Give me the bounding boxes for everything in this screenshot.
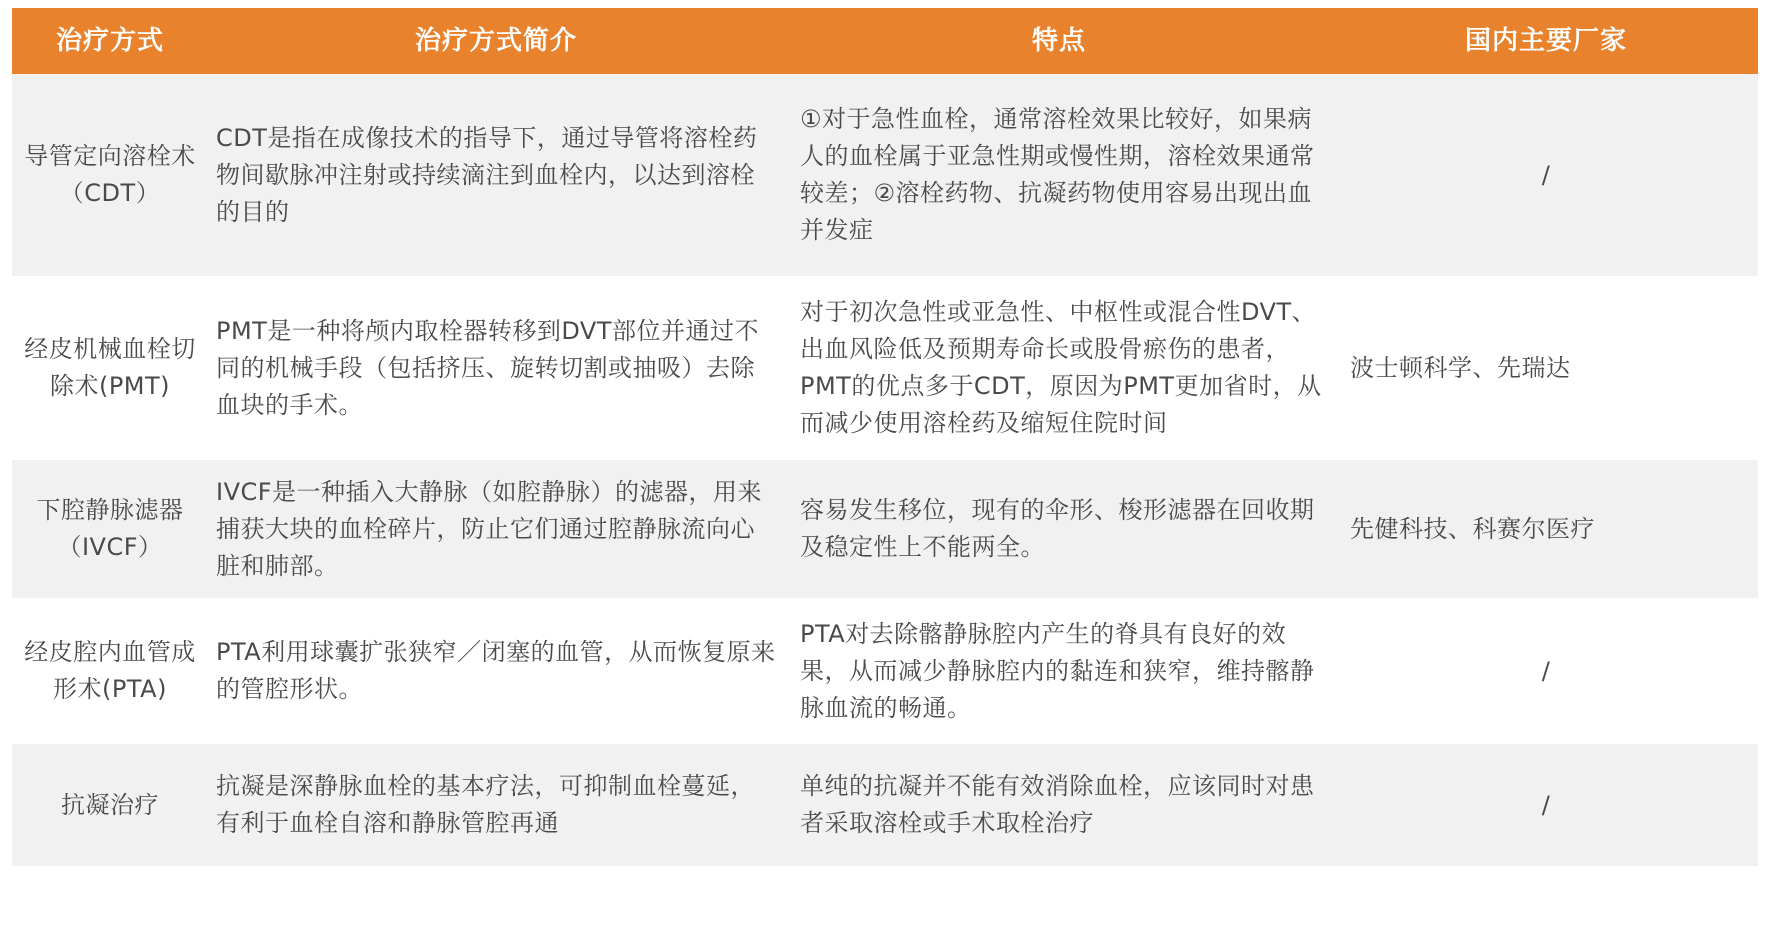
treatment-features: 对于初次急性或亚急性、中枢性或混合性DVT、出血风险低及预期寿命长或股骨瘀伤的患者，PMT的优点多于CDT，原因为PMT更加省时，从而减少使用溶栓药及缩短住院时间 bbox=[784, 276, 1334, 460]
treatment-features: 单纯的抗凝并不能有效消除血栓，应该同时对患者采取溶栓或手术取栓治疗 bbox=[784, 744, 1334, 866]
treatment-makers: 先健科技、科赛尔医疗 bbox=[1334, 460, 1758, 598]
treatment-intro: IVCF是一种插入大静脉（如腔静脉）的滤器，用来捕获大块的血栓碎片，防止它们通过腔静脉流向心脏和肺部。 bbox=[208, 460, 784, 598]
treatment-intro: CDT是指在成像技术的指导下，通过导管将溶栓药物间歇脉冲注射或持续滴注到血栓内，以达到溶栓的目的 bbox=[208, 74, 784, 276]
treatment-name: 经皮腔内血管成形术(PTA) bbox=[12, 598, 208, 744]
header-intro: 治疗方式简介 bbox=[208, 8, 784, 74]
treatment-comparison-table bbox=[12, 8, 1758, 866]
treatment-makers: / bbox=[1334, 744, 1758, 866]
treatment-features: 容易发生移位，现有的伞形、梭形滤器在回收期及稳定性上不能两全。 bbox=[784, 460, 1334, 598]
treatment-features: ①对于急性血栓，通常溶栓效果比较好，如果病人的血栓属于亚急性期或慢性期，溶栓效果通常较差；②溶栓药物、抗凝药物使用容易出现出血并发症 bbox=[784, 74, 1334, 276]
treatment-intro: 抗凝是深静脉血栓的基本疗法，可抑制血栓蔓延，有利于血栓自溶和静脉管腔再通 bbox=[208, 744, 784, 866]
treatment-name: 经皮机械血栓切除术(PMT) bbox=[12, 276, 208, 460]
treatment-makers: / bbox=[1334, 74, 1758, 276]
treatment-name: 导管定向溶栓术（CDT） bbox=[12, 74, 208, 276]
treatment-intro: PTA利用球囊扩张狭窄／闭塞的血管，从而恢复原来的管腔形状。 bbox=[208, 598, 784, 744]
header-treatment: 治疗方式 bbox=[12, 8, 208, 74]
treatment-makers: 波士顿科学、先瑞达 bbox=[1334, 276, 1758, 460]
treatment-features: PTA对去除髂静脉腔内产生的脊具有良好的效果，从而减少静脉腔内的黏连和狭窄，维持髂静脉血流的畅通。 bbox=[784, 598, 1334, 744]
header-makers: 国内主要厂家 bbox=[1334, 8, 1758, 74]
header-features: 特点 bbox=[784, 8, 1334, 74]
treatment-makers: / bbox=[1334, 598, 1758, 744]
treatment-name: 抗凝治疗 bbox=[12, 744, 208, 866]
treatment-name: 下腔静脉滤器（IVCF） bbox=[12, 460, 208, 598]
treatment-intro: PMT是一种将颅内取栓器转移到DVT部位并通过不同的机械手段（包括挤压、旋转切割或抽吸）去除血块的手术。 bbox=[208, 276, 784, 460]
